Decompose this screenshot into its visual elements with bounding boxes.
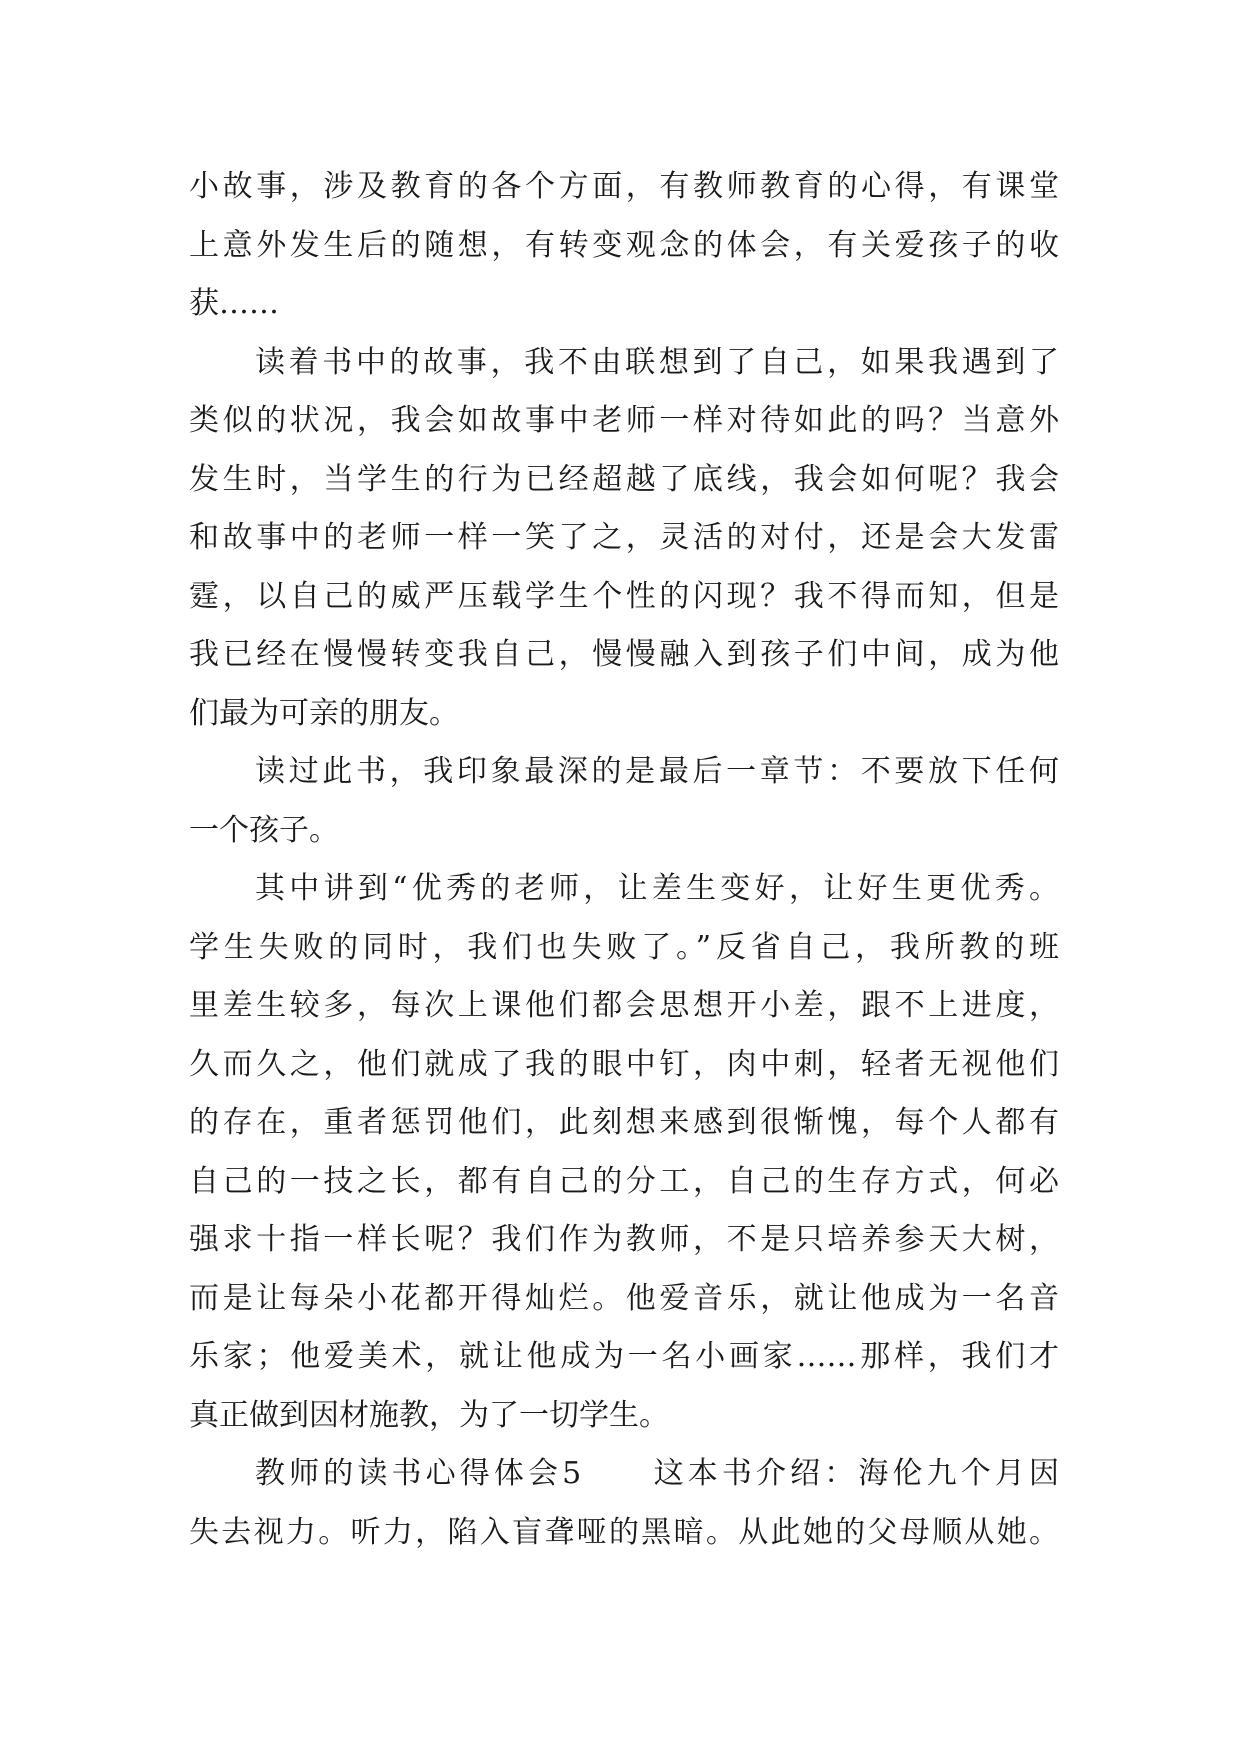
text-line: 小故事，涉及教育的各个方面，有教师教育的心得，有课堂 (189, 169, 1059, 204)
text-line: 教师的读书心得体会5 这本书介绍：海伦九个月因 (255, 1456, 1059, 1491)
paragraph-2 (189, 334, 1059, 744)
text-line: 读过此书，我印象最深的是最后一章节：不要放下任何 (255, 754, 1059, 789)
paragraph-4 (189, 860, 1059, 1445)
text-line: 的存在，重者惩罚他们，此刻想来感到很惭愧，每个人都有 (189, 1105, 1059, 1140)
paragraph-5 (189, 1445, 1059, 1562)
text-line: 强求十指一样长呢？我们作为教师，不是只培养参天大树， (189, 1222, 1059, 1257)
text-line: 霆，以自己的威严压载学生个性的闪现？我不得而知，但是 (189, 578, 1059, 614)
paragraph-3 (189, 743, 1059, 860)
text-line: 其中讲到“优秀的老师，让差生变好，让好生更优秀。 (255, 871, 1059, 906)
text-line: 一个孩子。 (189, 812, 339, 848)
document-body (189, 158, 1059, 1562)
text-line: 获…… (189, 286, 279, 321)
text-line: 和故事中的老师一样一笑了之，灵活的对付，还是会大发雷 (189, 520, 1059, 555)
text-line: 乐家；他爱美术，就让他成为一名小画家……那样，我们才 (189, 1339, 1059, 1374)
text-line: 里差生较多，每次上课他们都会思想开小差，跟不上进度， (189, 988, 1059, 1023)
text-line: 类似的状况，我会如故事中老师一样对待如此的吗？当意外 (189, 403, 1059, 438)
text-line: 读着书中的故事，我不由联想到了自己，如果我遇到了 (255, 344, 1059, 380)
text-line: 自己的一技之长，都有自己的分工，自己的生存方式，何必 (189, 1163, 1059, 1199)
text-line: 真正做到因材施教，为了一切学生。 (189, 1397, 669, 1433)
text-line: 久而久之，他们就成了我的眼中钉，肉中刺，轻者无视他们 (189, 1046, 1059, 1082)
text-line: 们最为可亲的朋友。 (189, 695, 459, 731)
text-line: 我已经在慢慢转变我自己，慢慢融入到孩子们中间，成为他 (189, 637, 1059, 672)
text-line: 学生失败的同时，我们也失败了。”反省自己，我所教的班 (189, 929, 1059, 965)
text-line: 上意外发生后的随想，有转变观念的体会，有关爱孩子的收 (189, 227, 1059, 263)
text-line: 而是让每朵小花都开得灿烂。他爱音乐，就让他成为一名音 (189, 1280, 1059, 1316)
paragraph-1 (189, 158, 1059, 334)
text-line: 失去视力。听力，陷入盲聋哑的黑暗。从此她的父母顺从她。 (189, 1514, 1059, 1550)
text-line: 发生时，当学生的行为已经超越了底线，我会如何呢？我会 (189, 461, 1059, 497)
